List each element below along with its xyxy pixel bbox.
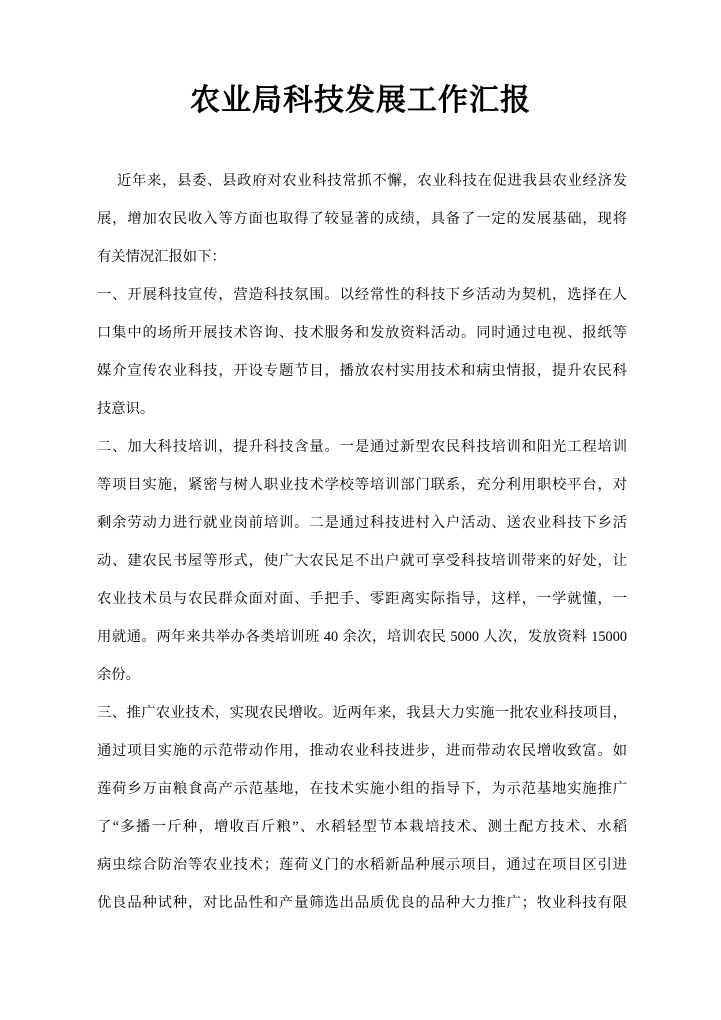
document-title: 农业局科技发展工作汇报 — [190, 84, 531, 117]
document-body — [97, 162, 627, 922]
text-line: 通过项目实施的示范带动作用，推动农业科技进步，进而带动农民增收致富。如 — [97, 743, 627, 759]
paragraph — [97, 428, 627, 694]
text-line: 一、开展科技宣传，营造科技氛围。以经常性的科技下乡活动为契机，选择在人 — [97, 287, 627, 303]
text-line: 优良品种试种，对比品性和产量筛选出品质优良的品种大力推广；牧业科技有限 — [97, 895, 627, 911]
text-line: 技意识。 — [97, 401, 155, 417]
text-line: 二、加大科技培训，提升科技含量。一是通过新型农民科技培训和阳光工程培训 — [97, 439, 627, 455]
text-line: 等项目实施，紧密与树人职业技术学校等培训部门联系，充分利用职校平台，对 — [97, 477, 627, 493]
text-line: 近年来，县委、县政府对农业科技常抓不懈，农业科技在促进我县农业经济发 — [117, 173, 627, 189]
text-line: 有关情况汇报如下： — [97, 249, 226, 265]
paragraph — [97, 694, 627, 922]
text-line: 了“多播一斤种，增收百斤粮”、水稻轻型节本栽培技术、测土配方技术、水稻 — [97, 819, 627, 835]
text-line: 展，增加农民收入等方面也取得了较显著的成绩，具备了一定的发展基础，现将 — [97, 211, 627, 227]
text-line: 病虫综合防治等农业技术；莲荷义门的水稻新品种展示项目，通过在项目区引进 — [97, 857, 627, 873]
text-line: 媒介宣传农业科技，开设专题节目，播放农村实用技术和病虫情报，提升农民科 — [97, 363, 627, 379]
paragraph — [97, 162, 627, 276]
text-line: 用就通。两年来共举办各类培训班 40 余次，培训农民 5000 人次，发放资料 15000 — [97, 629, 627, 645]
text-line: 莲荷乡万亩粮食高产示范基地，在技术实施小组的指导下，为示范基地实施推广 — [97, 781, 627, 797]
text-line: 剩余劳动力进行就业岗前培训。二是通过科技进村入户活动、送农业科技下乡活 — [97, 515, 627, 531]
text-line: 农业技术员与农民群众面对面、手把手、零距离实际指导，这样，一学就懂，一 — [97, 591, 627, 607]
text-line: 三、推广农业技术，实现农民增收。近两年来，我县大力实施一批农业科技项目， — [97, 705, 627, 721]
text-line: 口集中的场所开展技术咨询、技术服务和发放资料活动。同时通过电视、报纸等 — [97, 325, 627, 341]
paragraph — [97, 276, 627, 428]
text-line: 动、建农民书屋等形式，使广大农民足不出户就可享受科技培训带来的好处，让 — [97, 553, 627, 569]
text-line: 余份。 — [97, 667, 140, 683]
